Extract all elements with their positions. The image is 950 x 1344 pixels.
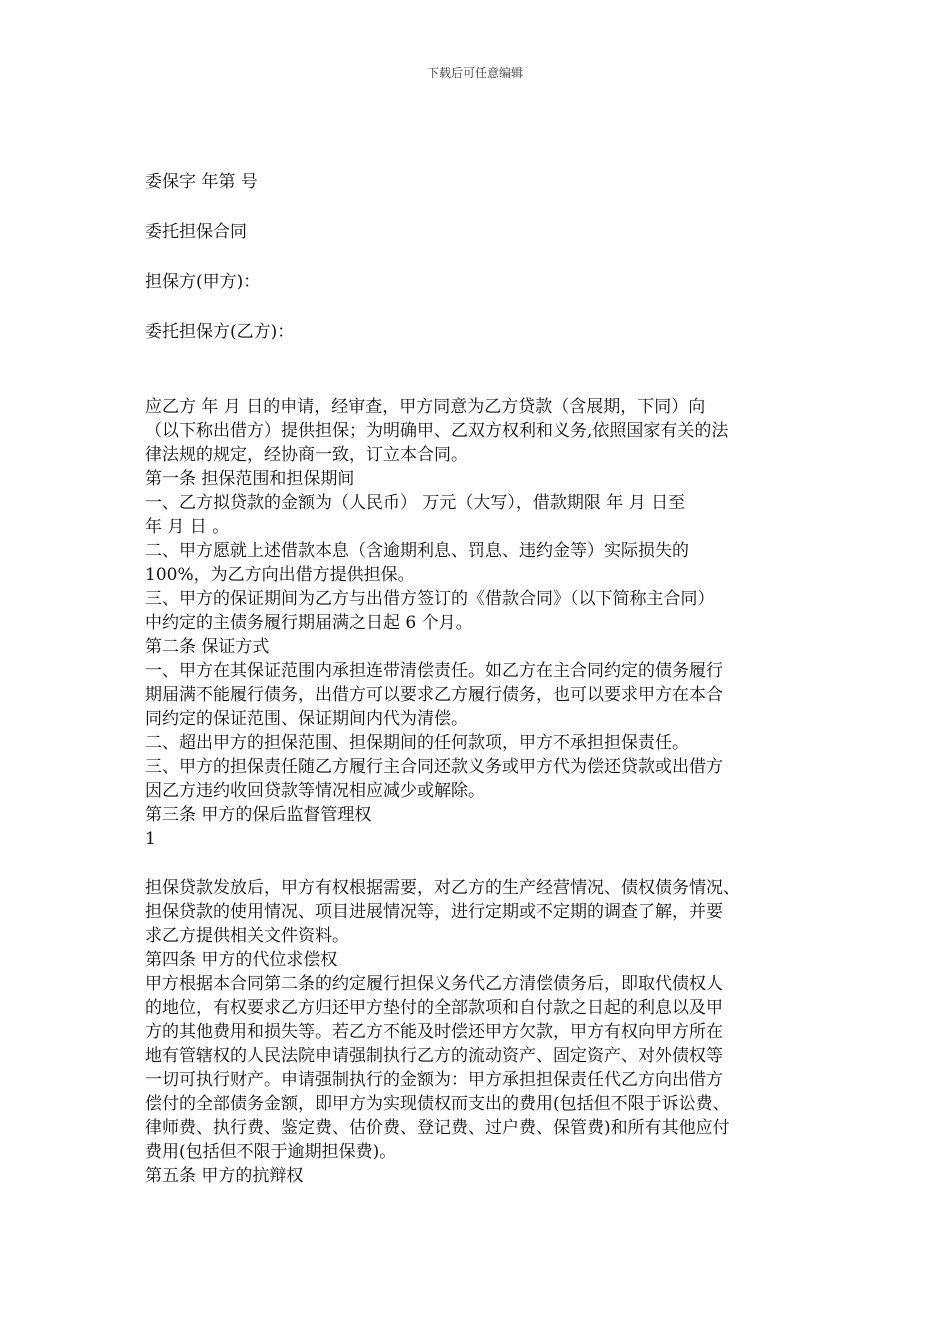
text-line: 中约定的主债务履行期届满之日起 6 个月。	[145, 613, 473, 633]
text-line: 一、乙方拟贷款的金额为（人民币） 万元（大写），借款期限 年 月 日至	[145, 493, 686, 513]
text-line: 期届满不能履行债务，出借方可以要求乙方履行债务，也可以要求甲方在本合	[145, 685, 723, 705]
contract-text-part-2	[145, 876, 810, 1188]
text-line: 担保贷款的使用情况、项目进展情况等，进行定期或不定期的调查了解，并要	[145, 902, 723, 922]
header-note: 下载后可任意编辑	[426, 66, 523, 80]
text-line: 100%，为乙方向出借方提供担保。	[145, 565, 415, 585]
article-heading: 第三条 甲方的保后监督管理权	[145, 805, 372, 825]
text-line: 地有管辖权的人民法院申请强制执行乙方的流动资产、固定资产、对外债权等	[145, 1046, 723, 1066]
text-line: 律师费、执行费、鉴定费、估价费、登记费、过户费、保管费)和所有其他应付	[145, 1118, 730, 1138]
text-line: 因乙方违约收回贷款等情况相应减少或解除。	[145, 781, 485, 801]
guarantor-label: 担保方(甲方)：	[145, 272, 261, 292]
principal-label: 委托担保方(乙方)：	[145, 322, 295, 342]
text-line: 求乙方提供相关文件资料。	[145, 926, 349, 946]
text-line: 的地位，有权要求乙方归还甲方垫付的全部款项和自付款之日起的利息以及甲	[145, 998, 723, 1018]
text-line: 费用(包括但不限于逾期担保费)。	[145, 1142, 397, 1162]
reference-number: 委保字 年第 号	[145, 172, 258, 192]
article-heading: 第一条 担保范围和担保期间	[145, 469, 355, 489]
document-body	[145, 170, 810, 1188]
text-line: 担保贷款发放后，甲方有权根据需要，对乙方的生产经营情况、债权债务情况、	[145, 878, 740, 898]
article-heading: 第四条 甲方的代位求偿权	[145, 950, 338, 970]
article-heading: 第五条 甲方的抗辩权	[145, 1166, 304, 1186]
text-line: 二、超出甲方的担保范围、担保期间的任何款项，甲方不承担担保责任。	[145, 733, 689, 753]
text-line: 三、甲方的保证期间为乙方与出借方签订的《借款合同》（以下简称主合同）	[145, 589, 715, 609]
text-line: 偿付的全部债务金额，即甲方为实现债权而支出的费用(包括但不限于诉讼费、	[145, 1094, 730, 1114]
contract-text-part-1	[145, 395, 810, 851]
text-line: 一切可执行财产。申请强制执行的金额为：甲方承担担保责任代乙方向出借方	[145, 1070, 723, 1090]
article-heading: 第二条 保证方式	[145, 637, 270, 657]
text-line: 甲方根据本合同第二条的约定履行担保义务代乙方清偿债务后，即取代债权人	[145, 974, 723, 994]
text-line: 二、甲方愿就上述借款本息（含逾期利息、罚息、违约金等）实际损失的	[145, 541, 689, 561]
text-line: 同约定的保证范围、保证期间内代为清偿。	[145, 709, 468, 729]
text-line: 年 月 日 。	[145, 517, 230, 537]
text-line: 三、甲方的担保责任随乙方履行主合同还款义务或甲方代为偿还贷款或出借方	[145, 757, 723, 777]
document-title: 委托担保合同	[145, 222, 247, 242]
page-number: 1	[145, 829, 156, 849]
text-line: 律法规的规定，经协商一致，订立本合同。	[145, 445, 468, 465]
text-line: 应乙方 年 月 日的申请，经审查，甲方同意为乙方贷款（含展期，下同）向	[145, 397, 706, 417]
text-line: （以下称出借方）提供担保；为明确甲、乙双方权利和义务,依照国家有关的法	[145, 421, 729, 441]
text-line: 一、甲方在其保证范围内承担连带清偿责任。如乙方在主合同约定的债务履行	[145, 661, 723, 681]
text-line: 方的其他费用和损失等。若乙方不能及时偿还甲方欠款，甲方有权向甲方所在	[145, 1022, 723, 1042]
